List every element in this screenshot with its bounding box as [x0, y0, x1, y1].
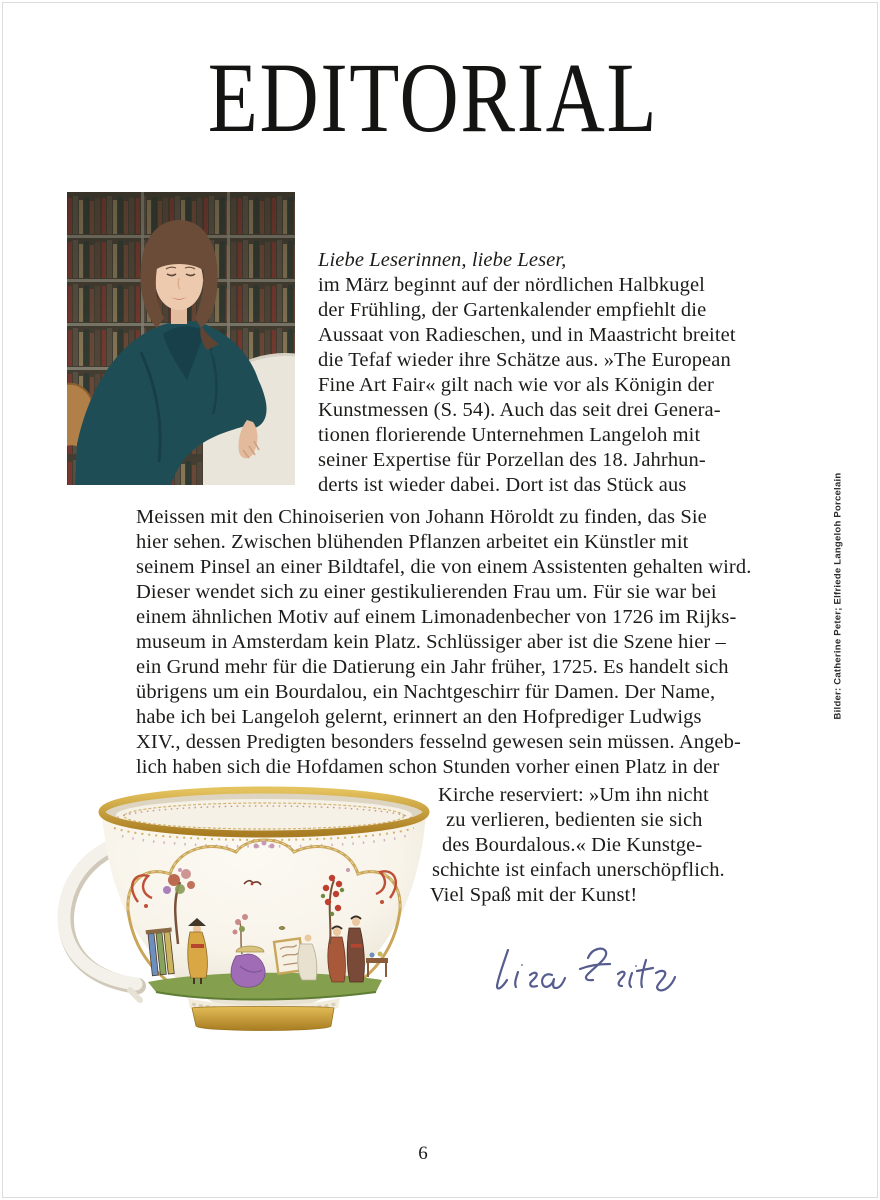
- porcelain-cup-photo: [50, 782, 435, 1040]
- editorial-paragraph-beside-photo: [318, 248, 736, 498]
- portrait-photo: [67, 192, 295, 485]
- editorial-paragraph-full-width: [136, 505, 751, 780]
- editorial-paragraph-beside-cup: [430, 783, 725, 908]
- page-number: 6: [418, 1143, 428, 1164]
- text-line: im März beginnt auf der nördlichen Halbkugel: [318, 274, 705, 296]
- text-line: übrigens um ein Bourdalou, ein Nachtgeschirr für Damen. Der Name,: [136, 681, 716, 703]
- page-title: EDITORIAL: [207, 42, 659, 153]
- text-line: Meissen mit den Chinoiserien von Johann Höroldt zu finden, das Sie: [136, 506, 707, 528]
- text-line: Kirche reserviert: »Um ihn nicht: [438, 784, 709, 806]
- text-line: museum in Amsterdam kein Platz. Schlüssiger aber ist die Szene hier –: [136, 631, 726, 653]
- text-line: des Bourdalous.« Die Kunstge-: [442, 834, 703, 856]
- text-line: seinem Pinsel an einer Bildtafel, die von einem Assistenten gehalten wird.: [136, 556, 752, 578]
- salutation-line: Liebe Leserinnen, liebe Leser,: [318, 249, 567, 271]
- text-line: derts ist wieder dabei. Dort ist das Stück aus: [318, 474, 687, 496]
- text-line: hier sehen. Zwischen blühenden Pflanzen arbeitet ein Künstler mit: [136, 531, 689, 553]
- text-line: habe ich bei Langeloh gelernt, erinnert an den Hofprediger Ludwigs: [136, 706, 702, 728]
- text-line: tionen florierende Unternehmen Langeloh mit: [318, 424, 701, 446]
- signature: [488, 938, 678, 1002]
- text-line: XIV., dessen Predigten besonders fesselnd gewesen sein müssen. Angeb-: [136, 731, 741, 753]
- line-group: [430, 783, 725, 908]
- text-line: seiner Expertise für Porzellan des 18. Jahrhun-: [318, 449, 706, 471]
- text-line: der Frühling, der Gartenkalender empfiehlt die: [318, 299, 707, 321]
- text-line: schichte ist einfach unerschöpflich.: [432, 859, 725, 881]
- text-line: Viel Spaß mit der Kunst!: [430, 884, 638, 906]
- text-line: Dieser wendet sich zu einer gestikulierenden Frau um. Für sie war bei: [136, 581, 717, 603]
- text-line: Kunstmessen (S. 54). Auch das seit drei Genera-: [318, 399, 721, 421]
- text-line: zu verlieren, bedienten sie sich: [446, 809, 703, 831]
- text-line: die Tefaf wieder ihre Schätze aus. »The European: [318, 349, 731, 371]
- line-group: [318, 273, 736, 498]
- text-line: Fine Art Fair« gilt nach wie vor als Königin der: [318, 374, 714, 396]
- text-line: lich haben sich die Hofdamen schon Stunden vorher einen Platz in der: [136, 756, 720, 778]
- photo-credit: Bilder: Catherine Peter; Elfriede Langeloh Porcelain: [832, 472, 844, 720]
- text-line: ein Grund mehr für die Datierung ein Jahr früher, 1725. Es handelt sich: [136, 656, 729, 678]
- line-group: [136, 505, 751, 780]
- text-line: Aussaat von Radieschen, und in Maastricht breitet: [318, 324, 736, 346]
- text-line: einem ähnlichen Motiv auf einem Limonadenbecher von 1726 im Rijks-: [136, 606, 737, 628]
